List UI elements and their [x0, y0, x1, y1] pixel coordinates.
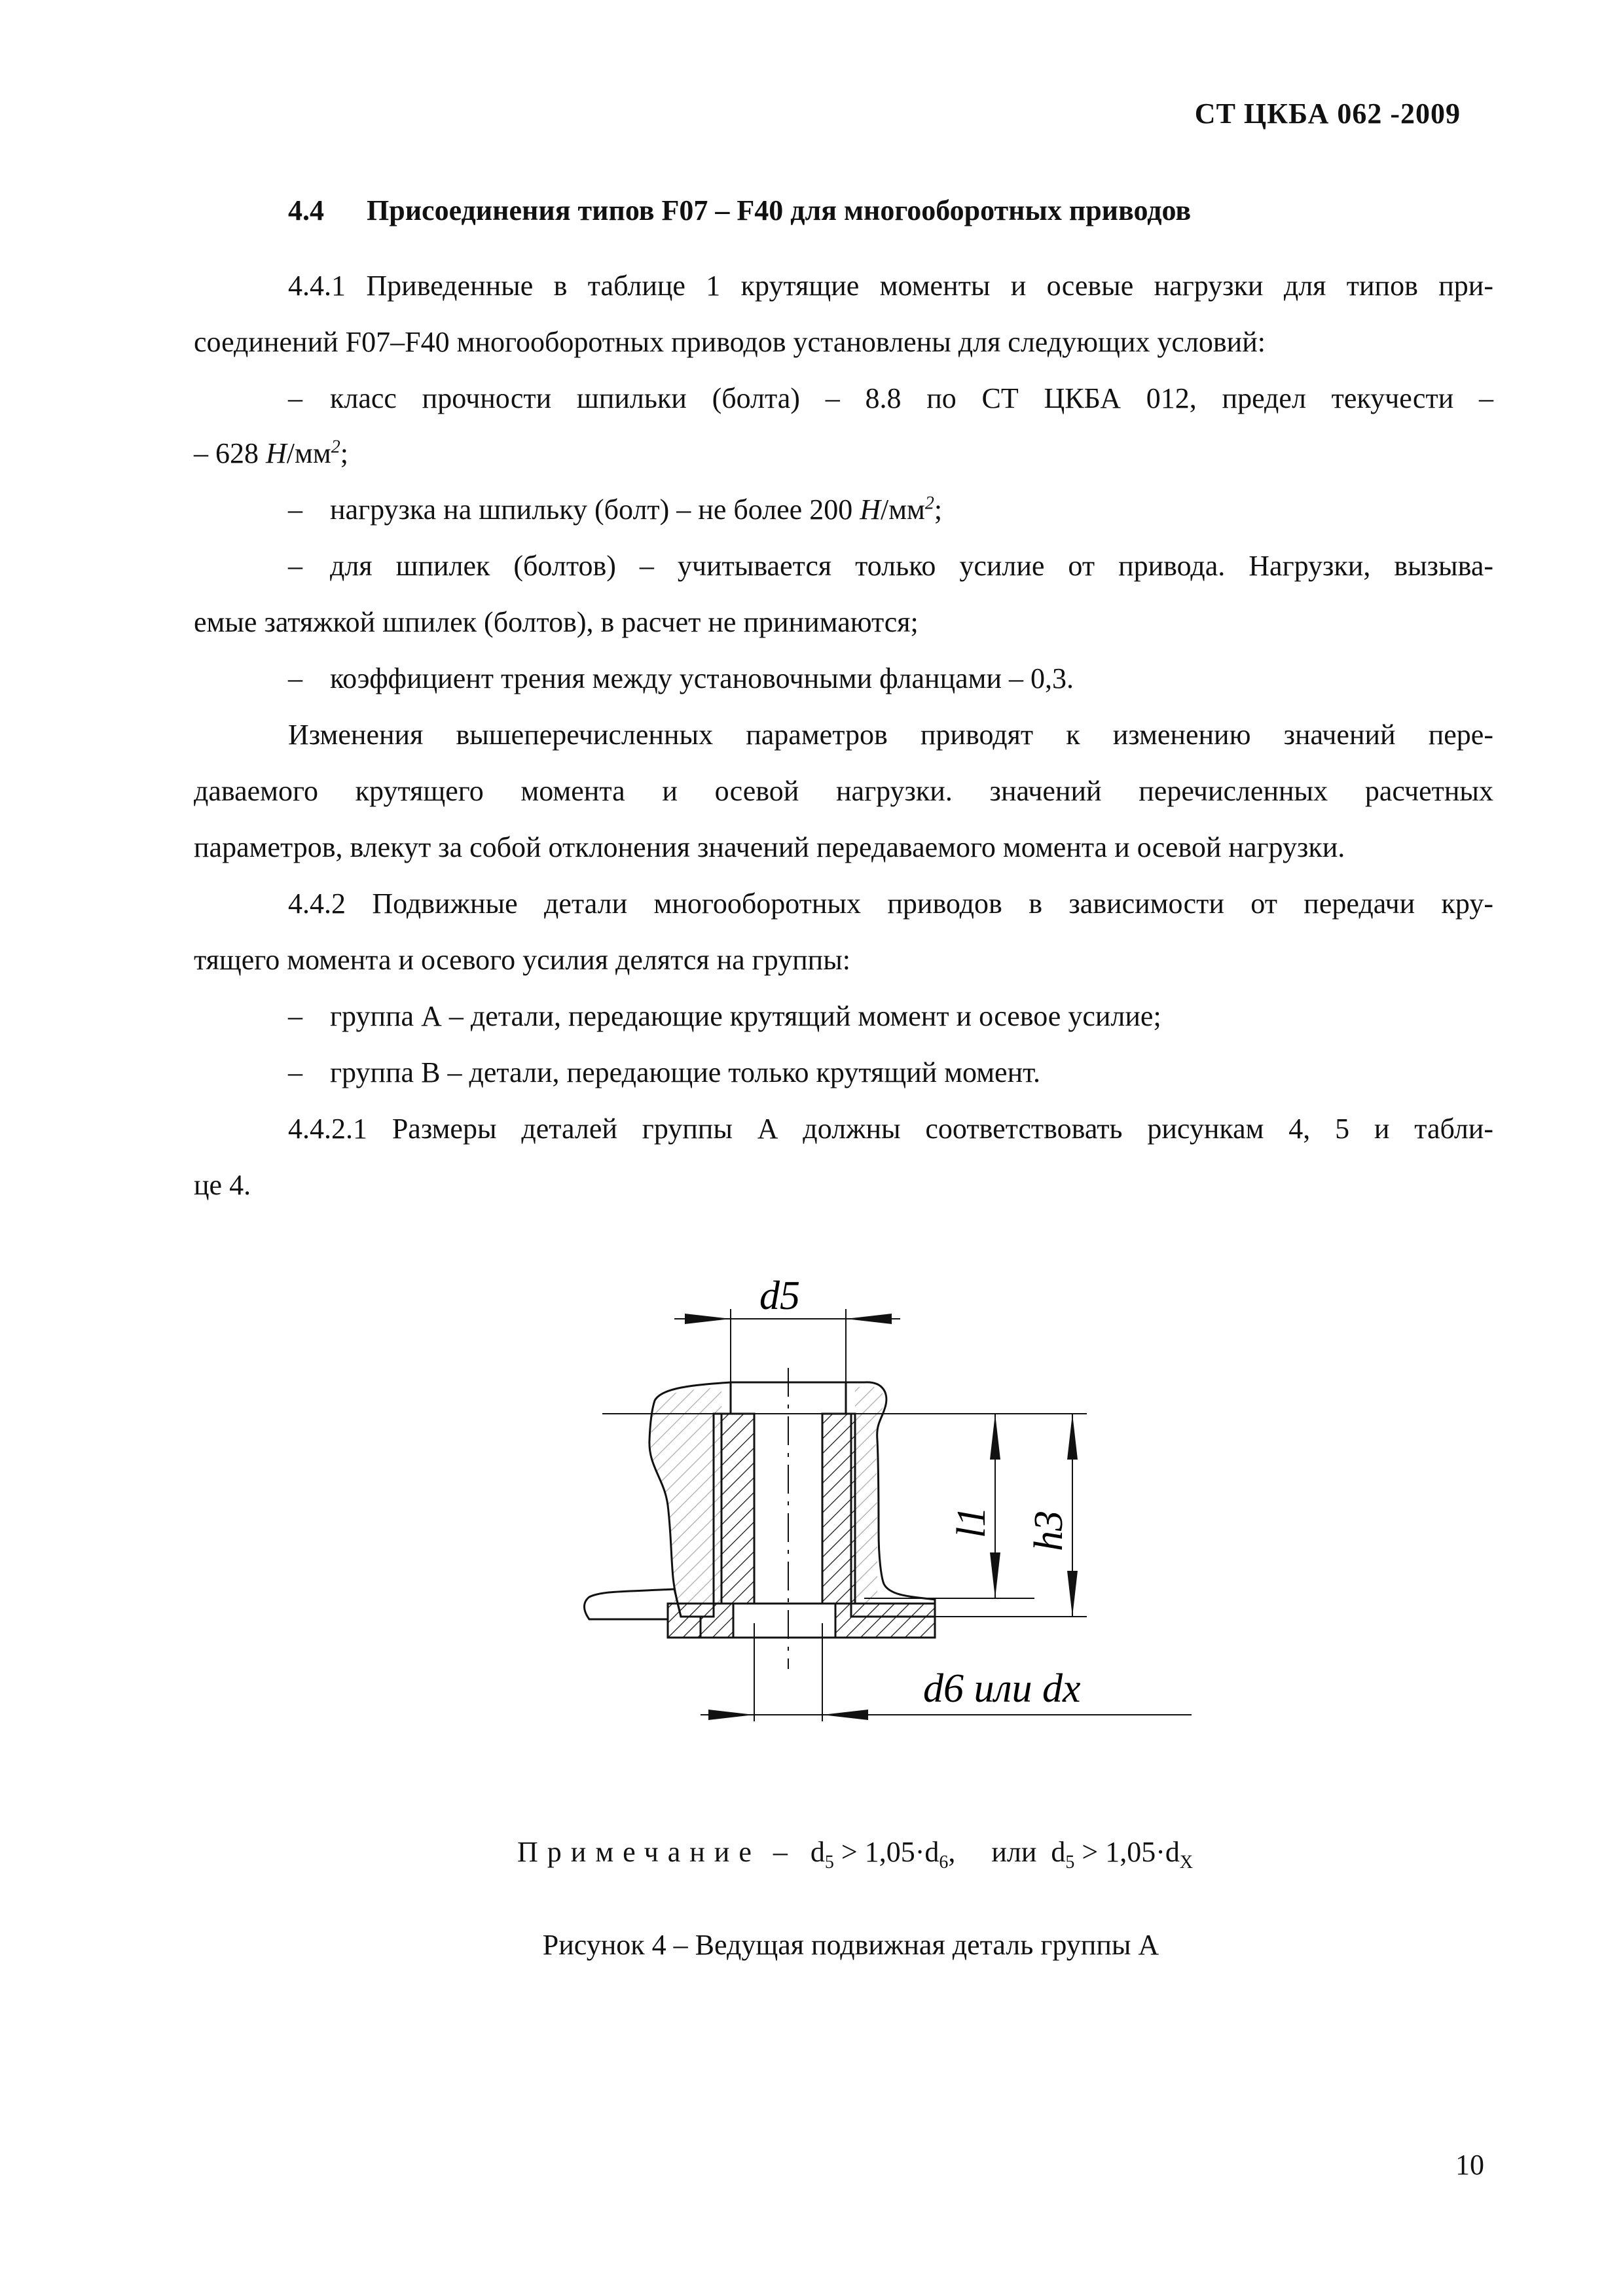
note-expr: > 1,05·d: [1074, 1836, 1180, 1868]
unit-exponent: 2: [331, 437, 340, 457]
bullet-item-1: [194, 370, 1493, 427]
group-a-item: [194, 988, 1493, 1045]
group-a-text: группа А – детали, передающие крутящий момент и осевое усилие;: [330, 1000, 1161, 1032]
bullet-4-text: коэффициент трения между установочными фланцами – 0,3.: [330, 662, 1074, 694]
bullet-2-text: нагрузка на шпильку (болт) – не более 200: [330, 493, 860, 526]
figure-caption: Рисунок 4 – Ведущая подвижная деталь группы А: [542, 1929, 1159, 1961]
note-expr: , или d: [948, 1836, 1066, 1868]
bullet-3-line1: для шпилек (болтов) – учитывается только усилие от привода. Нагрузки, вызыва-: [330, 550, 1493, 582]
paragraph-442-line1: 4.4.2 Подвижные детали многооборотных приводов в зависимости от передачи кру-: [288, 888, 1493, 920]
unit-n: Н: [860, 493, 881, 526]
label-d6-or-dx: d6 или dx: [923, 1666, 1081, 1711]
label-l1: l1: [949, 1506, 994, 1538]
page-number: 10: [1455, 2149, 1484, 2181]
part-body: [585, 1382, 936, 1638]
note-separator: –: [773, 1836, 788, 1868]
figure-note: [517, 1835, 1194, 1873]
bullet-dash: –: [288, 382, 302, 414]
dimension-l1: [949, 1414, 1000, 1598]
document-code: СТ ЦКБА 062 -2009: [1194, 98, 1461, 130]
bullet-item-2: [194, 482, 1493, 538]
bullet-item-3: [194, 538, 1493, 594]
bullet-dash: –: [288, 493, 302, 526]
section-heading: [288, 194, 1191, 227]
unit-mm: /мм: [880, 493, 925, 526]
group-b-text: группа В – детали, передающие только крутящий момент.: [330, 1056, 1041, 1088]
hatched-section: [651, 1386, 935, 1638]
note-expr: d: [810, 1836, 825, 1868]
paragraph-442-line2: тящего момента и осевого усилия делятся на группы:: [194, 944, 851, 976]
bullet-1-value: – 628: [194, 437, 266, 469]
dimension-d5: [674, 1274, 900, 1394]
note-sub: 6: [939, 1852, 949, 1873]
bullet-dash: –: [288, 1000, 302, 1032]
note-sub: X: [1179, 1852, 1194, 1873]
unit-mm: /мм: [286, 437, 331, 469]
unit-exponent: 2: [924, 493, 934, 514]
technical-drawing: [576, 1270, 1218, 1741]
change-paragraph-line3: параметров, влекут за собой отклонения значений передаваемого момента и осевой нагрузки.: [194, 831, 1345, 863]
note-sub: 5: [824, 1852, 834, 1873]
bullet-1-line2: [194, 425, 1493, 482]
group-b-item: [194, 1045, 1493, 1101]
section-number: 4.4: [288, 194, 324, 226]
paragraph-441-line2: соединений F07–F40 многооборотных приводов установлены для следующих условий:: [194, 326, 1266, 358]
note-sub: 5: [1065, 1852, 1075, 1873]
paragraph-4421-line2: це 4.: [194, 1169, 251, 1201]
bullet-1-line1: класс прочности шпильки (болта) – 8.8 по СТ ЦКБА 012, предел текучести –: [330, 382, 1493, 414]
change-paragraph-line2: даваемого крутящего момента и осевой нагрузки. значений перечисленных расчетных: [194, 775, 1493, 807]
bullet-3-line2: емые затяжкой шпилек (болтов), в расчет не принимаются;: [194, 606, 919, 638]
dimension-h3: [1027, 1414, 1078, 1617]
note-label: Примечание: [517, 1836, 761, 1868]
paragraph-441-line1: 4.4.1 Приведенные в таблице 1 крутящие моменты и осевые нагрузки для типов при-: [288, 270, 1493, 302]
unit-n: Н: [266, 437, 287, 469]
bullet-dash: –: [288, 662, 302, 694]
bullet-dash: –: [288, 1056, 302, 1088]
bullet-item-4: [194, 651, 1493, 707]
paragraph-4421-line1: 4.4.2.1 Размеры деталей группы А должны соответствовать рисункам 4, 5 и табли-: [288, 1113, 1493, 1145]
label-d5: d5: [759, 1274, 800, 1318]
note-expr: > 1,05·d: [833, 1836, 939, 1868]
bullet-2-end: ;: [934, 493, 943, 526]
change-paragraph-line1: Изменения вышеперечисленных параметров приводят к изменению значений пере-: [288, 719, 1493, 751]
label-h3: h3: [1027, 1511, 1071, 1551]
section-title: Присоединения типов F07 – F40 для многооборотных приводов: [367, 194, 1192, 226]
bullet-dash: –: [288, 550, 302, 582]
bullet-1-end: ;: [340, 437, 348, 469]
